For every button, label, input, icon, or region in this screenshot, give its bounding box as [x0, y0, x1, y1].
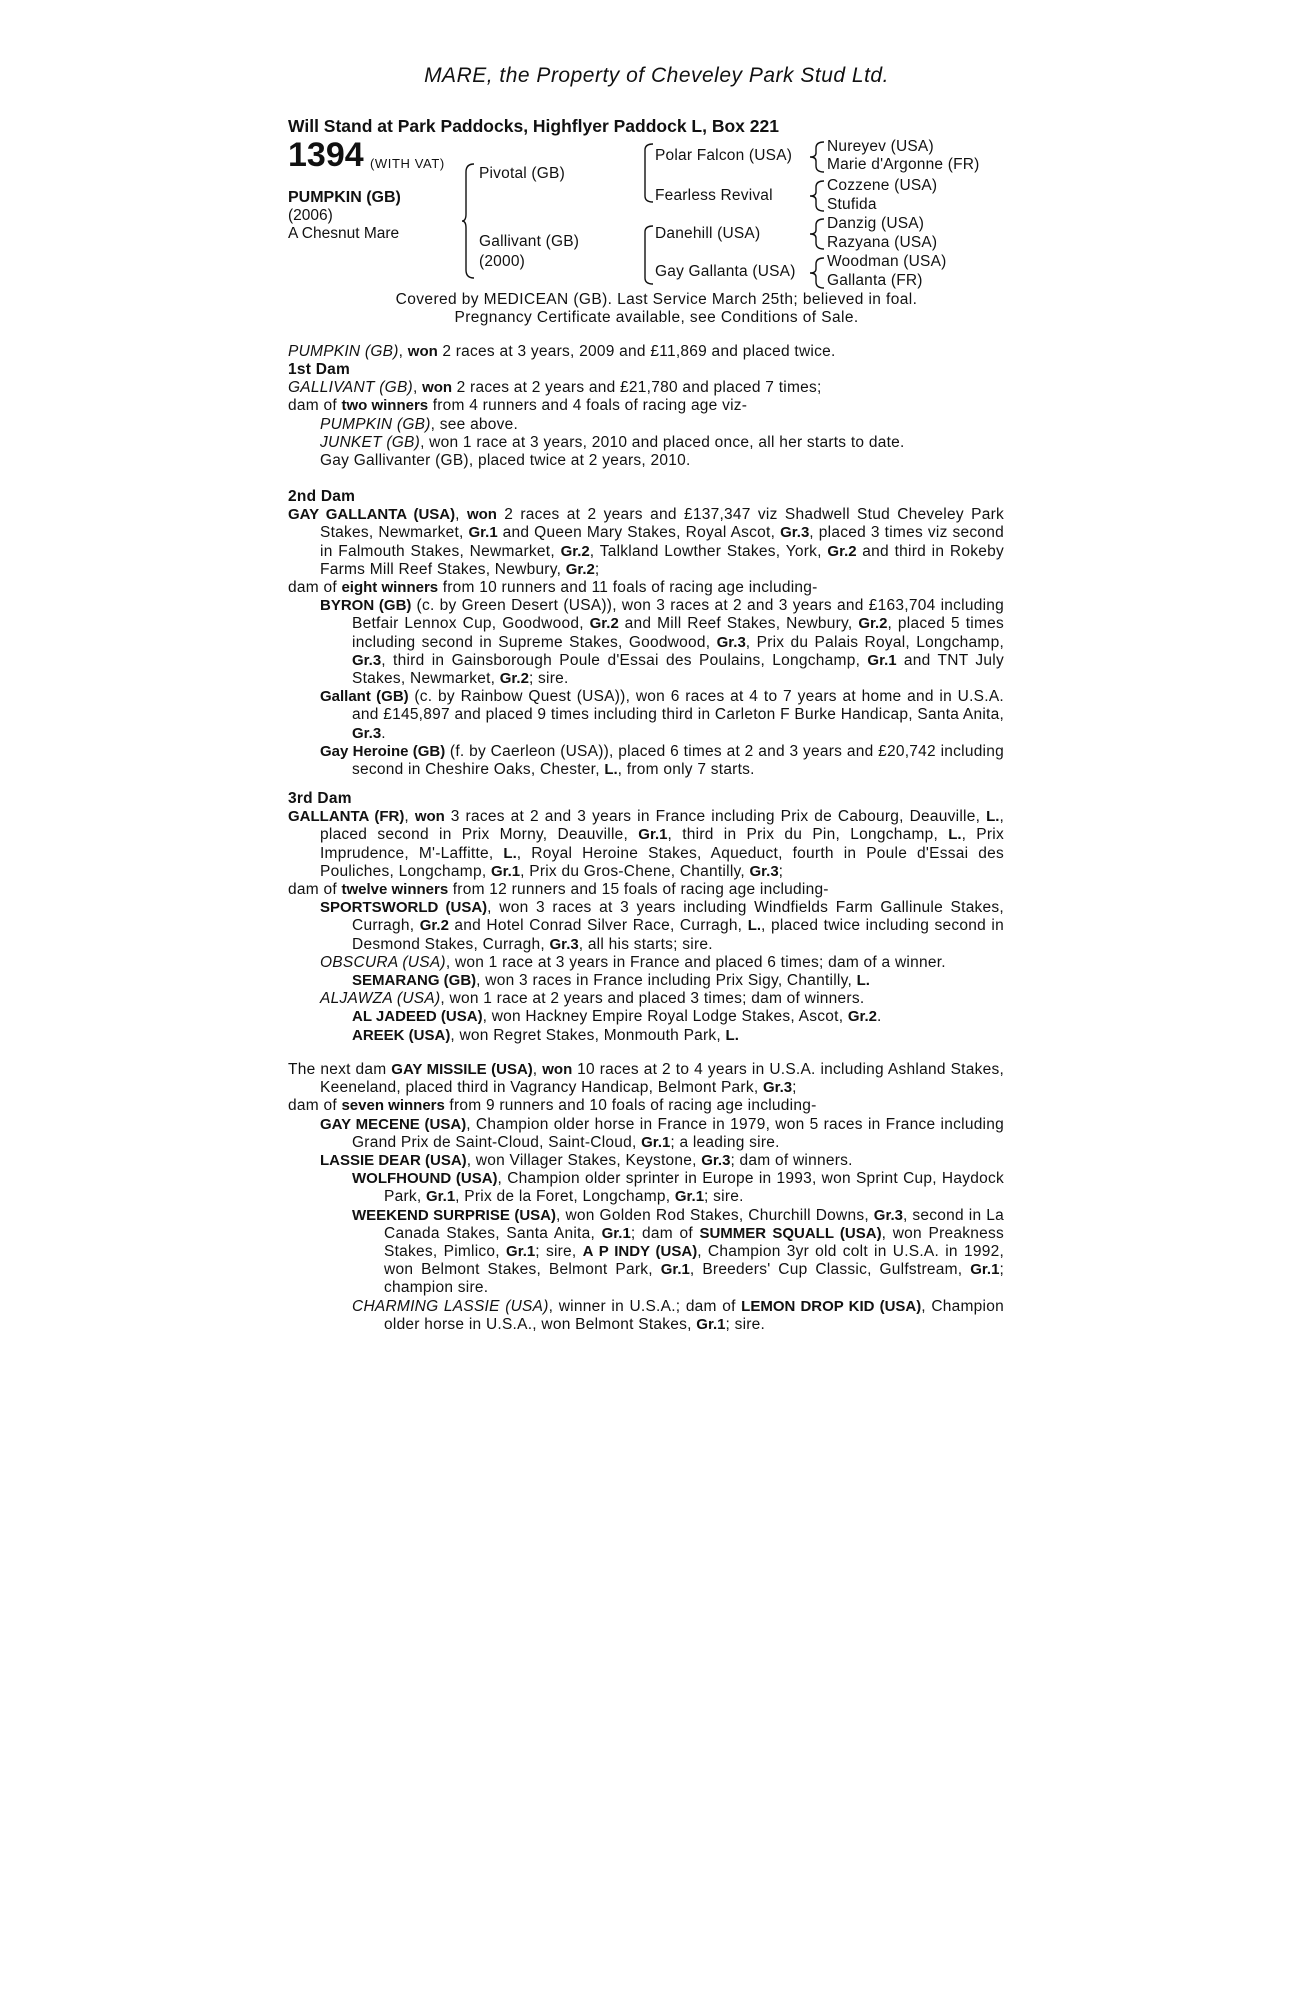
progeny-name: LASSIE DEAR (USA) [320, 1152, 467, 1170]
progeny-charming-lassie [288, 1298, 1004, 1334]
grade: Gr.3 [762, 1079, 793, 1097]
grade: Gr.2 [847, 1008, 877, 1026]
vat-note: (WITH VAT) [370, 156, 445, 171]
text: from 9 runners and 10 foals of racing age including- [444, 1097, 817, 1115]
first-dam-section [288, 361, 1004, 470]
grade: Gr.3 [780, 524, 810, 542]
text: , Champion older horse in U.S.A., won Belmont Stakes, [384, 1297, 1004, 1333]
grade: Gr.3 [873, 1206, 903, 1224]
grade: Gr.3 [716, 633, 746, 651]
text: , winner in U.S.A.; dam of [548, 1297, 742, 1315]
progeny-name: OBSCURA (USA) [320, 953, 446, 971]
grade: L. [856, 972, 870, 990]
text: , Prix du Gros-Chene, Chantilly, [520, 862, 750, 880]
third-dam-won: won [414, 808, 445, 826]
progeny-byron [288, 597, 1004, 688]
intro-horse-name: PUMPKIN (GB) [288, 343, 399, 360]
progeny-obscura [288, 954, 1004, 972]
pedigree-brace-g3 [810, 217, 826, 251]
progeny-name: WOLFHOUND (USA) [352, 1170, 498, 1188]
page-title: MARE, the Property of Cheveley Park Stud Ltd. [424, 64, 889, 87]
lot-number: 1394 [288, 136, 364, 174]
grade: Gr.1 [867, 651, 897, 669]
pedigree-g2: Marie d'Argonne (FR) [827, 156, 980, 173]
progeny-semarang [288, 972, 1004, 990]
first-dam-record: GALLIVANT (GB), won 2 races at 2 years and £21,780 and placed 7 times; [288, 379, 822, 397]
pregnancy-line: Pregnancy Certificate available, see Conditions of Sale. [454, 309, 859, 326]
text: 2 races at 2 years and £137,347 viz Shadwell Stud Cheveley Park Stakes, Newmarket, [320, 506, 1004, 542]
intro-line: PUMPKIN (GB), won 2 races at 3 years, 2009 and £11,869 and placed twice. [288, 343, 836, 360]
progeny-name: LEMON DROP KID (USA) [741, 1297, 922, 1315]
pedigree-g6: Razyana (USA) [827, 234, 938, 251]
pedigree-g1: Nureyev (USA) [827, 138, 934, 155]
intro-section [288, 343, 1004, 361]
text: ; [594, 560, 600, 578]
text: (c. by Rainbow Quest (USA)), won 6 races at 4 to 7 years at home and in U.S.A. and £145,897 and placed 9 times including third in Carleton F Burke Handicap, Santa Anita, [352, 688, 1004, 724]
next-dam-won: won [542, 1061, 573, 1078]
first-dam-name: GALLIVANT (GB) [288, 379, 413, 397]
grade: Gr.1 [490, 862, 521, 880]
first-dam-runners: from 4 runners and 4 foals of racing age viz- [428, 397, 748, 415]
first-dam-won: won [422, 379, 453, 397]
next-dam-section [288, 1061, 1004, 1334]
pedigree-sire-dam: Fearless Revival [655, 187, 773, 204]
progeny-sportsworld [288, 899, 1004, 954]
text: , placed second in Prix Morny, Deauville, [320, 808, 1005, 844]
first-dam-progeny-2 [288, 434, 1004, 452]
third-dam-name: GALLANTA (FR) [288, 808, 405, 826]
text: , won 1 race at 3 years in France and placed 6 times; dam of a winner. [445, 953, 946, 971]
grade: Gr.1 [425, 1188, 456, 1206]
first-dam-progeny-3: Gay Gallivanter (GB), placed twice at 2 years, 2010. [320, 452, 691, 470]
text: dam of [288, 579, 342, 597]
second-dam-produce [288, 579, 1004, 597]
third-dam-winners: twelve winners [341, 881, 449, 899]
pedigree-dam: Gallivant (GB) [479, 233, 580, 250]
text: , third in Prix du Pin, Longchamp, [667, 826, 949, 844]
grade: Gr.3 [549, 935, 579, 953]
grade: Gr.1 [970, 1261, 1000, 1279]
text: from 12 runners and 15 foals of racing age including- [448, 881, 829, 899]
pedigree-g7: Woodman (USA) [827, 253, 947, 270]
progeny-name: ALJAWZA (USA) [320, 990, 441, 1008]
progeny-name: AREEK (USA) [352, 1026, 451, 1044]
progeny-lassie-dear [288, 1152, 1004, 1170]
grade: Gr.1 [674, 1188, 705, 1206]
next-dam-winners: seven winners [341, 1097, 445, 1115]
text: ; dam of winners. [730, 1152, 853, 1170]
progeny-name: A P INDY (USA) [582, 1243, 698, 1261]
text: and third in Rokeby Farms Mill Reef Stakes, Newbury, [320, 542, 1004, 578]
text: , Breeders' Cup Classic, Gulfstream, [689, 1261, 971, 1279]
progeny-gay-heroine [288, 743, 1004, 779]
text: dam of [288, 1097, 342, 1115]
progeny-name: SEMARANG (GB) [352, 972, 477, 990]
text: , from only 7 starts. [617, 761, 755, 779]
text: . [381, 724, 386, 742]
text: , won 3 races in France including Prix Sigy, Chantilly, [476, 972, 857, 990]
third-dam-section [288, 790, 1004, 1045]
second-dam-winners: eight winners [341, 579, 439, 597]
progeny-gay-mecene [288, 1116, 1004, 1152]
first-dam-produce [288, 397, 1004, 415]
pedigree-brace-g2 [810, 179, 826, 213]
grade: L. [747, 917, 762, 935]
grade: Gr.3 [352, 724, 382, 742]
text: ; [778, 862, 784, 880]
progeny-name: AL JADEED (USA) [352, 1008, 483, 1026]
second-dam-section [288, 488, 1004, 779]
text: , Champion older sprinter in Europe in 1993, won Sprint Cup, Haydock Park, [384, 1170, 1004, 1206]
pedigree-brace-g1 [810, 140, 826, 174]
text: , won Preakness Stakes, Pimlico, [384, 1224, 1004, 1261]
text: , placed 5 times including second in Supreme Stakes, Goodwood, [352, 615, 1004, 651]
progeny-name: JUNKET (GB) [320, 433, 421, 451]
horse-year: (2006) [288, 207, 333, 224]
text: , Prix Imprudence, M'-Laffitte, [320, 826, 1004, 862]
grade: Gr.2 [858, 615, 888, 633]
second-dam-won: won [466, 506, 497, 524]
pedigree-sire: Pivotal (GB) [479, 165, 565, 182]
text: (c. by Green Desert (USA)), won 3 races at 2 and 3 years and £163,704 including Betfair Lennox Cup, Goodwood, [352, 597, 1005, 633]
text: , won Golden Rod Stakes, Churchill Downs, [556, 1206, 874, 1224]
next-dam-produce [288, 1097, 1004, 1115]
first-dam-progeny-1 [288, 416, 1004, 434]
progeny-text: , won 1 race at 3 years, 2010 and placed once, all her starts to date. [420, 433, 905, 451]
text: , placed twice including second in Desmond Stakes, Curragh, [352, 917, 1004, 953]
pedigree-dam-sire: Danehill (USA) [655, 225, 761, 242]
progeny-name: PUMPKIN (GB) [320, 415, 431, 433]
progeny-wolfhound [288, 1170, 1004, 1206]
grade: Gr.1 [468, 524, 498, 542]
text: ; sire. [725, 1315, 766, 1333]
text: from 10 runners and 11 foals of racing age including- [438, 579, 818, 597]
first-dam-text: 2 races at 2 years and £21,780 and placed 7 times; [452, 379, 822, 397]
progeny-name: Gallant (GB) [320, 688, 409, 706]
second-dam-heading: 2nd Dam [288, 488, 356, 505]
text: , won Villager Stakes, Keystone, [466, 1152, 702, 1170]
pedigree-g3: Cozzene (USA) [827, 177, 938, 194]
text: , Royal Heroine Stakes, Aqueduct, fourth in Poule d'Essai des Pouliches, Longchamp, [320, 844, 1004, 880]
third-dam-heading: 3rd Dam [288, 790, 352, 807]
progeny-weekend-surprise [288, 1207, 1004, 1298]
grade: Gr.2 [560, 542, 590, 560]
progeny-name: Gay Heroine (GB) [320, 742, 446, 760]
grade: Gr.3 [701, 1152, 731, 1170]
text: , placed 3 times viz second in Falmouth Stakes, Newmarket, [320, 524, 1004, 560]
second-dam-record: GAY GALLANTA (USA), won 2 races at 2 years and £137,347 viz Shadwell Stud Cheveley Park Stakes, Newmarket, Gr.1 and Queen Mary Stakes, Royal Ascot, Gr.3, placed 3 times viz second in Falmouth Stakes, Newmarket, Gr.2, Talkland Lowther Stakes, York, Gr.2 and third in Rokeby Farms Mill Reef Stakes, Newbury, Gr.2; [288, 506, 1004, 578]
horse-name: PUMPKIN (GB) [288, 189, 401, 206]
text: ; dam of [630, 1224, 700, 1242]
intro-won: won [407, 343, 438, 360]
pedigree-brace-dam [641, 224, 655, 286]
pedigree-brace-sire [641, 142, 655, 204]
text: and Mill Reef Stakes, Newbury, [618, 615, 859, 633]
pedigree-sire-sire: Polar Falcon (USA) [655, 147, 793, 164]
pedigree-brace-main [462, 162, 478, 280]
text: . [877, 1008, 882, 1026]
pedigree-dam-dam: Gay Gallanta (USA) [655, 263, 796, 280]
grade: L. [948, 826, 962, 844]
pedigree-brace-g4 [810, 256, 826, 290]
text: and TNT July Stakes, Newmarket, [352, 651, 1004, 688]
text: , Champion 3yr old colt in U.S.A. in 1992, won Belmont Stakes, Belmont Park, [384, 1243, 1005, 1279]
text: ; a leading sire. [670, 1133, 780, 1151]
grade: Gr.2 [565, 560, 595, 578]
pedigree-g8: Gallanta (FR) [827, 272, 923, 289]
covered-line: Covered by MEDICEAN (GB). Last Service March 25th; believed in foal. [395, 291, 918, 308]
text: , Prix de la Foret, Longchamp, [455, 1188, 675, 1206]
text: , Prix du Palais Royal, Longchamp, [745, 633, 1005, 651]
horse-description: A Chesnut Mare [288, 225, 400, 242]
text: , Talkland Lowther Stakes, York, [589, 542, 828, 560]
progeny-name: BYRON (GB) [320, 597, 412, 615]
grade: Gr.3 [352, 651, 382, 669]
first-dam-winners: two winners [341, 397, 429, 415]
grade: Gr.2 [419, 917, 449, 935]
progeny-areek [288, 1027, 1004, 1045]
grade: Gr.1 [660, 1261, 690, 1279]
text: , won 1 race at 2 years and placed 3 times; dam of winners. [440, 990, 865, 1008]
grade: Gr.1 [601, 1224, 631, 1242]
text: , second in La Canada Stakes, Santa Anita, [384, 1206, 1004, 1242]
text: ; sire. [704, 1188, 744, 1206]
pedigree-g4: Stufida [827, 196, 877, 213]
text: ; [792, 1079, 797, 1097]
third-dam-produce [288, 881, 1004, 899]
text: , won Hackney Empire Royal Lodge Stakes, Ascot, [482, 1008, 848, 1026]
text: ; champion sire. [384, 1261, 1004, 1297]
text: , won Regret Stakes, Monmouth Park, [450, 1026, 726, 1044]
grade: Gr.1 [641, 1133, 671, 1151]
progeny-name: SPORTSWORLD (USA) [320, 899, 488, 917]
progeny-name: SUMMER SQUALL (USA) [699, 1224, 882, 1242]
grade: Gr.2 [499, 670, 529, 688]
intro-text: 2 races at 3 years, 2009 and £11,869 and placed twice. [437, 343, 836, 360]
grade: L. [503, 844, 517, 862]
next-dam-record: The next dam GAY MISSILE (USA), won 10 races at 2 to 4 years in U.S.A. including Ashland Stakes, Keeneland, placed third in Vagrancy Handicap, Belmont Park, Gr.3; [288, 1061, 1005, 1097]
grade: Gr.2 [589, 615, 619, 633]
progeny-name: CHARMING LASSIE (USA) [352, 1297, 549, 1315]
text: 3 races at 2 and 3 years in France including Prix de Cabourg, Deauville, [444, 808, 987, 826]
text: , third in Gainsborough Poule d'Essai des Poulains, Longchamp, [381, 651, 868, 669]
text: (f. by Caerleon (USA)), placed 6 times at 2 and 3 years and £20,742 including second in Cheshire Oaks, Chester, [352, 742, 1004, 779]
text: The next dam [288, 1061, 392, 1078]
grade: Gr.1 [506, 1243, 536, 1261]
progeny-al-jadeed [288, 1008, 1004, 1026]
second-dam-name: GAY GALLANTA (USA) [288, 506, 456, 524]
text: , won 3 races at 3 years including Windfields Farm Gallinule Stakes, Curragh, [352, 899, 1004, 935]
stand-location: Will Stand at Park Paddocks, Highflyer Paddock L, Box 221 [288, 116, 779, 136]
text: ; sire. [528, 670, 569, 688]
grade: Gr.2 [827, 542, 857, 560]
grade: L. [986, 808, 1000, 826]
grade: L. [604, 761, 618, 779]
text: dam of [288, 881, 342, 899]
grade: Gr.1 [638, 826, 668, 844]
pedigree-dam-year: (2000) [479, 253, 526, 270]
grade: L. [725, 1026, 739, 1044]
pedigree-g5: Danzig (USA) [827, 215, 925, 232]
progeny-gallant [288, 688, 1004, 743]
text: and Queen Mary Stakes, Royal Ascot, [497, 524, 781, 542]
next-dam-name: GAY MISSILE (USA) [391, 1061, 533, 1078]
first-dam-heading: 1st Dam [288, 361, 351, 378]
grade: Gr.1 [696, 1315, 726, 1333]
progeny-name: WEEKEND SURPRISE (USA) [352, 1206, 557, 1224]
text: , all his starts; sire. [578, 935, 713, 953]
grade: Gr.3 [749, 862, 779, 880]
text: ; sire, [535, 1243, 583, 1261]
progeny-aljawza [288, 990, 1004, 1008]
progeny-name: GAY MECENE (USA) [320, 1115, 467, 1133]
progeny-text: , see above. [430, 415, 519, 433]
first-dam-dam-of: dam of [288, 397, 342, 415]
third-dam-record: GALLANTA (FR), won 3 races at 2 and 3 years in France including Prix de Cabourg, Deauville, L., placed second in Prix Morny, Deauville, Gr.1, third in Prix du Pin, Longchamp, L., Prix Imprudence, M'-Laffitte, L., Royal Heroine Stakes, Aqueduct, fourth in Poule d'Essai des Pouliches, Longchamp, Gr.1, Prix du Gros-Chene, Chantilly, Gr.3; [288, 808, 1005, 880]
text: 10 races at 2 to 4 years in U.S.A. including Ashland Stakes, Keeneland, placed third in Vagrancy Handicap, Belmont Park, [320, 1061, 1005, 1097]
text: and Hotel Conrad Silver Race, Curragh, [448, 917, 748, 935]
text: , Champion older horse in France in 1979, won 5 races in France including Grand Prix de Saint-Cloud, Saint-Cloud, [352, 1115, 1004, 1151]
